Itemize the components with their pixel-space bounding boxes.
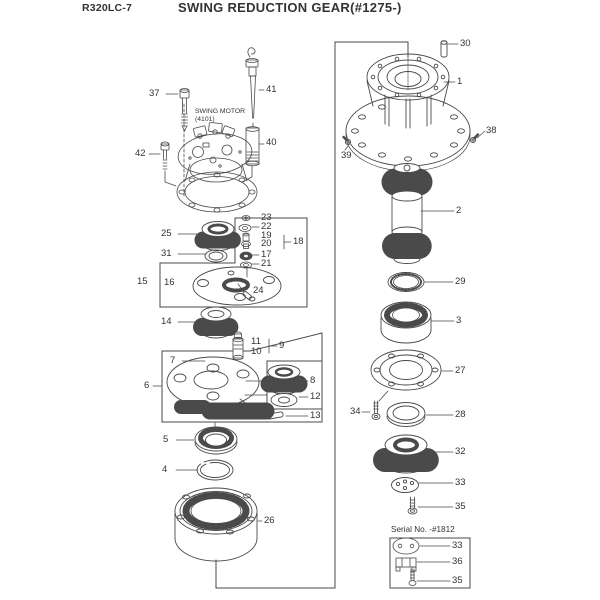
part-label-22: 22 xyxy=(261,221,272,232)
part-34-bolt-drawing xyxy=(372,401,380,420)
part-label-7: 7 xyxy=(170,355,176,366)
part-label-35: 35 xyxy=(452,575,463,586)
part-label-40: 40 xyxy=(266,137,277,148)
part-label-25: 25 xyxy=(161,228,172,239)
part-label-26: 26 xyxy=(264,515,275,526)
part-label-33: 33 xyxy=(455,477,466,488)
serial-box-parts-drawing xyxy=(393,538,419,586)
part-label-37: 37 xyxy=(149,88,160,99)
part-label-19: 19 xyxy=(261,230,272,241)
part-label-2: 2 xyxy=(456,205,462,216)
part-1-housing-drawing xyxy=(346,54,470,171)
part-42-bolt-drawing xyxy=(161,142,169,169)
part-27-flange-drawing xyxy=(371,350,441,390)
part-label-14: 14 xyxy=(161,316,172,327)
part-32-gear-drawing xyxy=(385,435,427,473)
part-label-28: 28 xyxy=(455,409,466,420)
part-38-bolt-drawing xyxy=(470,135,478,143)
part-label-10: 10 xyxy=(251,346,262,357)
part-label-35: 35 xyxy=(455,501,466,512)
part-label-1: 1 xyxy=(457,76,463,87)
part-4-snap-ring-drawing xyxy=(197,460,233,480)
part-label-42: 42 xyxy=(135,148,146,159)
serial-number-note: Serial No. -#1812 xyxy=(391,525,455,534)
part-35-bolt-drawing xyxy=(408,497,417,514)
part-label-3: 3 xyxy=(456,315,462,326)
part-10-11-pin-drawing xyxy=(233,332,243,360)
swing-motor-label-line1: SWING MOTOR xyxy=(195,108,246,115)
part-label-20: 20 xyxy=(261,238,272,249)
part-label-6: 6 xyxy=(144,380,150,391)
part-41-dipstick-drawing xyxy=(246,48,258,118)
part-31-ring-drawing xyxy=(205,250,227,262)
small-parts-column-drawing xyxy=(239,216,252,269)
part-label-12: 12 xyxy=(310,391,321,402)
part-3-bearing-drawing xyxy=(381,302,431,343)
part-33-plate-drawing xyxy=(392,478,419,493)
part-label-8: 8 xyxy=(310,375,316,386)
part-label-16: 16 xyxy=(164,277,175,288)
model-code: R320LC-7 xyxy=(82,2,133,14)
part-label-13: 13 xyxy=(310,410,321,421)
part-label-17: 17 xyxy=(261,249,272,260)
part-label-31: 31 xyxy=(161,248,172,259)
part-label-34: 34 xyxy=(350,406,361,417)
part-26-ring-gear-drawing xyxy=(175,488,257,561)
part-label-21: 21 xyxy=(261,258,272,269)
swing-motor-label-line2: (4101) xyxy=(195,116,215,123)
swing-motor-label xyxy=(195,108,245,124)
part-25-sun-gear-drawing xyxy=(202,222,234,251)
part-label-33: 33 xyxy=(452,540,463,551)
part-label-27: 27 xyxy=(455,365,466,376)
part-label-18: 18 xyxy=(293,236,304,247)
part-label-39: 39 xyxy=(341,150,352,161)
part-30-pin-drawing xyxy=(441,41,447,57)
part-label-11: 11 xyxy=(251,336,261,347)
part-28-ring-drawing xyxy=(387,403,425,427)
part-29-ring-drawing xyxy=(388,273,424,292)
part-label-32: 32 xyxy=(455,446,466,457)
part-label-24: 24 xyxy=(253,285,264,296)
part-label-4: 4 xyxy=(162,464,168,475)
part-2-shaft-drawing xyxy=(392,164,422,264)
part-12-washer-drawing xyxy=(271,394,297,407)
part-label-30: 30 xyxy=(460,38,471,49)
part-label-5: 5 xyxy=(163,434,169,445)
part-label-41: 41 xyxy=(266,84,277,95)
part-7-carrier-drawing xyxy=(167,357,266,411)
part-8-gear-drawing xyxy=(268,365,300,394)
part-label-38: 38 xyxy=(486,125,497,136)
part-label-29: 29 xyxy=(455,276,466,287)
part-24-pin-drawing xyxy=(242,291,252,300)
part-40-tube-drawing xyxy=(246,127,259,166)
swing-motor-drawing xyxy=(176,122,257,212)
part-label-9: 9 xyxy=(279,340,285,351)
part-16-carrier-drawing xyxy=(193,267,281,305)
part-5-bearing-drawing xyxy=(195,427,237,454)
page-title: SWING REDUCTION GEAR(#1275-) xyxy=(178,0,402,15)
part-37-bolt-drawing xyxy=(180,89,189,132)
part-label-15: 15 xyxy=(137,276,148,287)
part-14-gear-drawing xyxy=(201,307,231,338)
part-label-23: 23 xyxy=(261,212,272,223)
part-label-36: 36 xyxy=(452,556,463,567)
